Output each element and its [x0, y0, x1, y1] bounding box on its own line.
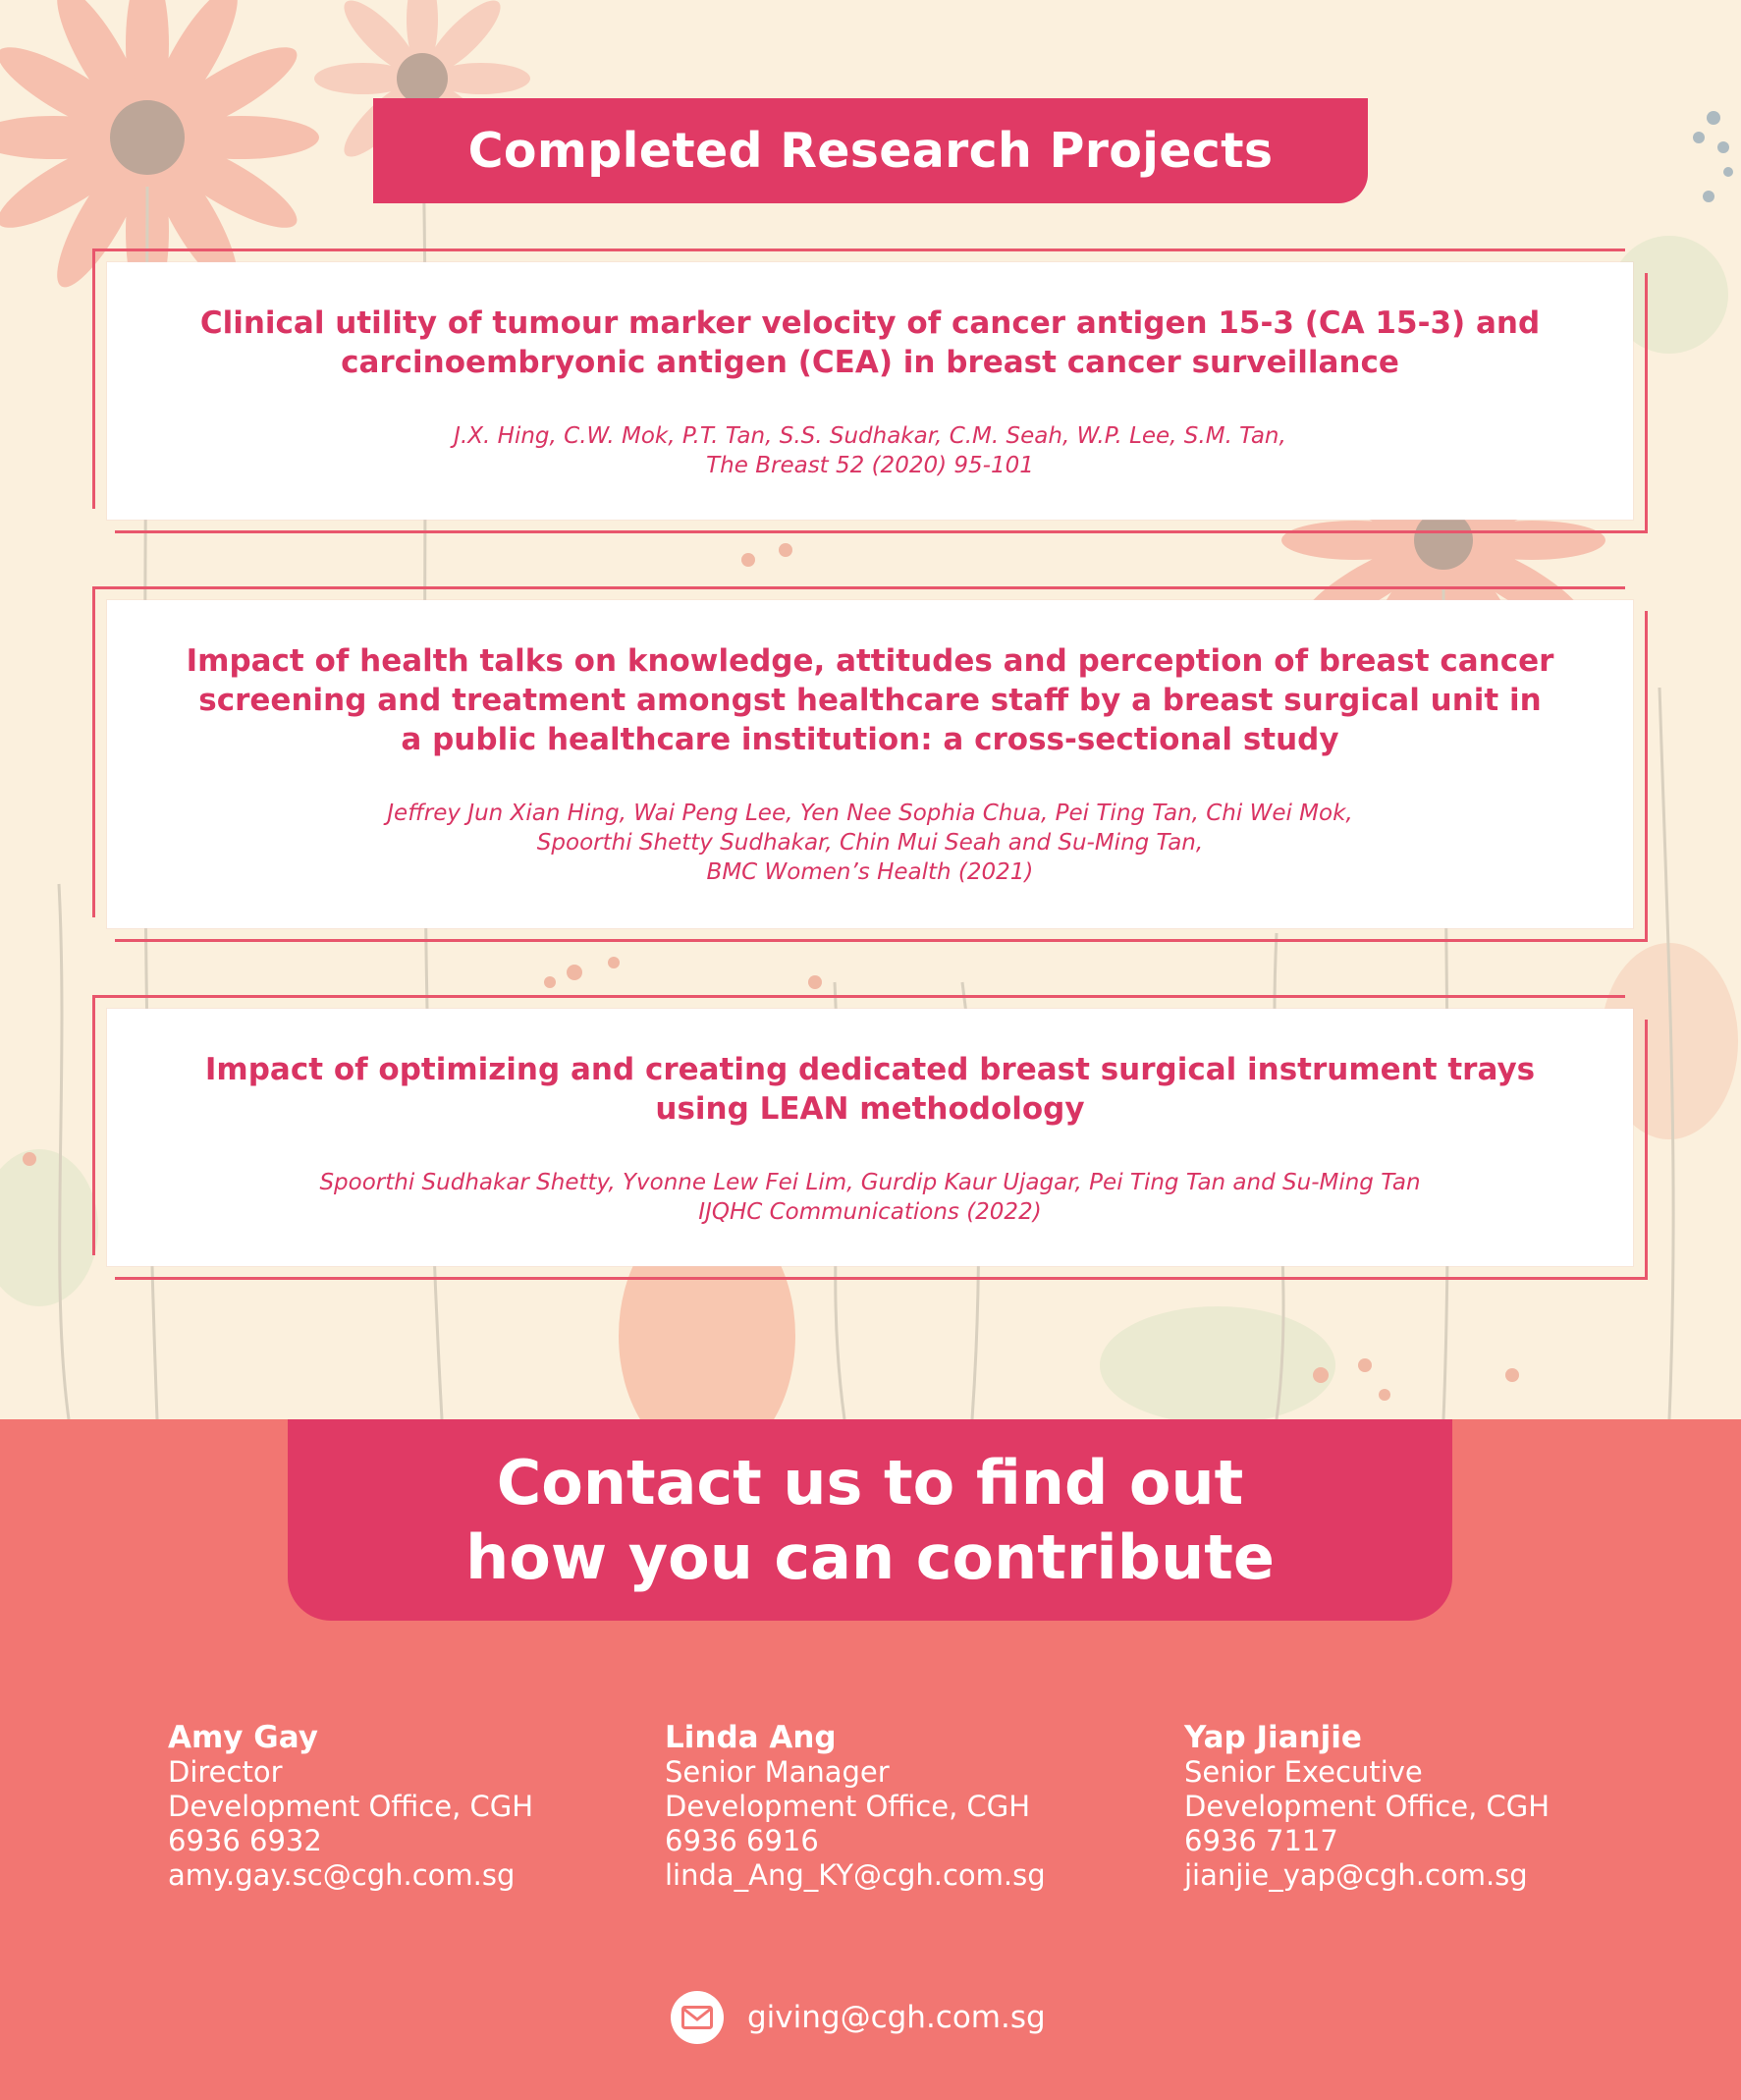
contact-heading-line1: Contact us to find out: [496, 1446, 1244, 1519]
contact-office: Development Office, CGH: [1184, 1790, 1551, 1823]
project-title: Impact of health talks on knowledge, attitudes and perception of breast cancer screening and treatment amongst healthcare staff by a breast surgical unit in a public healthcare institution: a cross-sectional study: [186, 643, 1554, 757]
contact-email[interactable]: jianjie_yap@cgh.com.sg: [1184, 1858, 1528, 1892]
contact-card: [1184, 1721, 1550, 1893]
card-body: [107, 1009, 1633, 1266]
project-authors: Jeffrey Jun Xian Hing, Wai Peng Lee, Yen Nee Sophia Chua, Pei Ting Tan, Chi Wei Mok, Spoorthi Shetty Sudhakar, Chin Mui Seah and Su-Ming Tan, BMC Women’s Health (2021): [387, 801, 1353, 885]
contact-card: [168, 1721, 533, 1893]
contact-heading-line2: how you can contribute: [465, 1520, 1275, 1593]
contact-phone[interactable]: 6936 6916: [665, 1824, 819, 1857]
project-card: [92, 249, 1648, 533]
project-title: Impact of optimizing and creating dedicated breast surgical instrument trays using LEAN methodology: [204, 1052, 1536, 1127]
contact-name: Linda Ang: [665, 1720, 837, 1755]
card-body: [107, 262, 1633, 520]
project-title: Clinical utility of tumour marker velocity of cancer antigen 15-3 (CA 15-3) and carcinoembryonic antigen (CEA) in breast cancer surveillance: [199, 305, 1541, 380]
contact-office: Development Office, CGH: [168, 1790, 534, 1823]
contact-section: [0, 1419, 1741, 2100]
general-email-row[interactable]: [671, 1991, 1046, 2044]
contact-email[interactable]: linda_Ang_KY@cgh.com.sg: [665, 1858, 1046, 1892]
contact-email[interactable]: amy.gay.sc@cgh.com.sg: [168, 1858, 516, 1892]
card-body: [107, 600, 1633, 928]
project-authors: Spoorthi Sudhakar Shetty, Yvonne Lew Fei Lim, Gurdip Kaur Ujagar, Pei Ting Tan and Su-Ming Tan IJQHC Communications (2022): [319, 1170, 1421, 1225]
contact-name: Yap Jianjie: [1184, 1720, 1362, 1755]
general-email[interactable]: giving@cgh.com.sg: [747, 2000, 1046, 2035]
section-title: Completed Research Projects: [373, 98, 1368, 203]
contact-role: Senior Executive: [1184, 1755, 1423, 1789]
project-authors: J.X. Hing, C.W. Mok, P.T. Tan, S.S. Sudhakar, C.M. Seah, W.P. Lee, S.M. Tan, The Breast 52 (2020) 95-101: [454, 423, 1286, 478]
contact-office: Development Office, CGH: [665, 1790, 1031, 1823]
project-card: [92, 995, 1648, 1280]
contact-phone[interactable]: 6936 7117: [1184, 1824, 1338, 1857]
contact-heading: [288, 1419, 1452, 1621]
contact-role: Senior Manager: [665, 1755, 890, 1789]
contact-card: [665, 1721, 1046, 1893]
contact-role: Director: [168, 1755, 283, 1789]
contact-name: Amy Gay: [168, 1720, 318, 1755]
project-card: [92, 586, 1648, 942]
envelope-icon: [671, 1991, 724, 2044]
contact-phone[interactable]: 6936 6932: [168, 1824, 322, 1857]
